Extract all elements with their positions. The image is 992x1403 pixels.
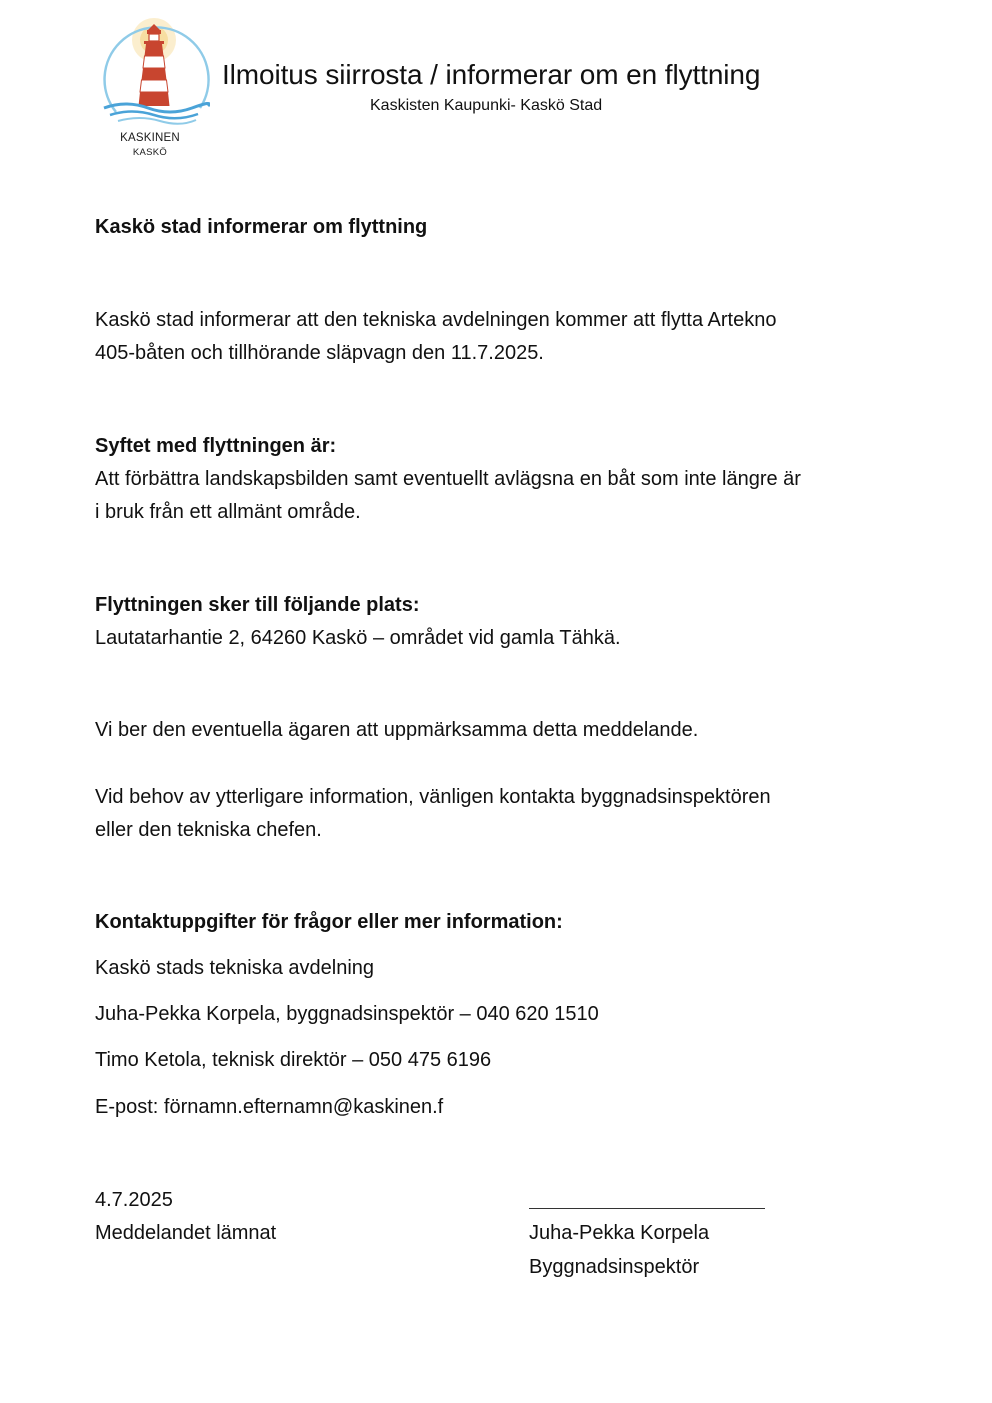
more-info-line-1: Vid behov av ytterligare information, vänligen kontakta byggnadsinspektören	[95, 786, 771, 808]
notice-date-label: Meddelandet lämnat	[95, 1222, 277, 1244]
lighthouse-icon	[96, 16, 210, 136]
purpose-line-1: Att förbättra landskapsbilden samt eventuellt avlägsna en båt som inte längre är	[95, 468, 801, 490]
logo	[96, 16, 210, 164]
signature-line	[529, 1208, 765, 1209]
contacts-heading: Kontaktuppgifter för frågor eller mer information:	[95, 911, 563, 933]
notice-date: 4.7.2025	[95, 1189, 173, 1211]
location-text: Lautatarhantie 2, 64260 Kaskö – området vid gamla Tähkä.	[95, 627, 621, 649]
logo-text-kaskinen: KASKINEN	[120, 132, 180, 144]
more-info-line-2: eller den tekniska chefen.	[95, 819, 322, 841]
intro-line-2: 405-båten och tillhörande släpvagn den 11.7.2025.	[95, 342, 544, 364]
location-heading: Flyttningen sker till följande plats:	[95, 594, 420, 616]
intro-line-1: Kaskö stad informerar att den tekniska avdelningen kommer att flytta Artekno	[95, 309, 777, 331]
page-subtitle: Kaskisten Kaupunki- Kaskö Stad	[370, 97, 603, 114]
purpose-heading: Syftet med flyttningen är:	[95, 435, 337, 457]
contact-person-2: Timo Ketola, teknisk direktör – 050 475 6196	[95, 1049, 492, 1071]
contact-person-1: Juha-Pekka Korpela, byggnadsinspektör – 040 620 1510	[95, 1003, 599, 1025]
owner-notice: Vi ber den eventuella ägaren att uppmärksamma detta meddelande.	[95, 719, 699, 741]
purpose-line-2: i bruk från ett allmänt område.	[95, 501, 361, 523]
document-heading: Kaskö stad informerar om flyttning	[95, 216, 428, 238]
contact-email: E-post: förnamn.efternamn@kaskinen.f	[95, 1096, 444, 1118]
signer-title: Byggnadsinspektör	[529, 1256, 700, 1278]
logo-text-kasko: KASKÖ	[132, 147, 168, 158]
signer-name: Juha-Pekka Korpela	[529, 1222, 710, 1244]
page-title: Ilmoitus siirrosta / informerar om en flyttning	[222, 59, 761, 90]
contact-department: Kaskö stads tekniska avdelning	[95, 957, 375, 979]
